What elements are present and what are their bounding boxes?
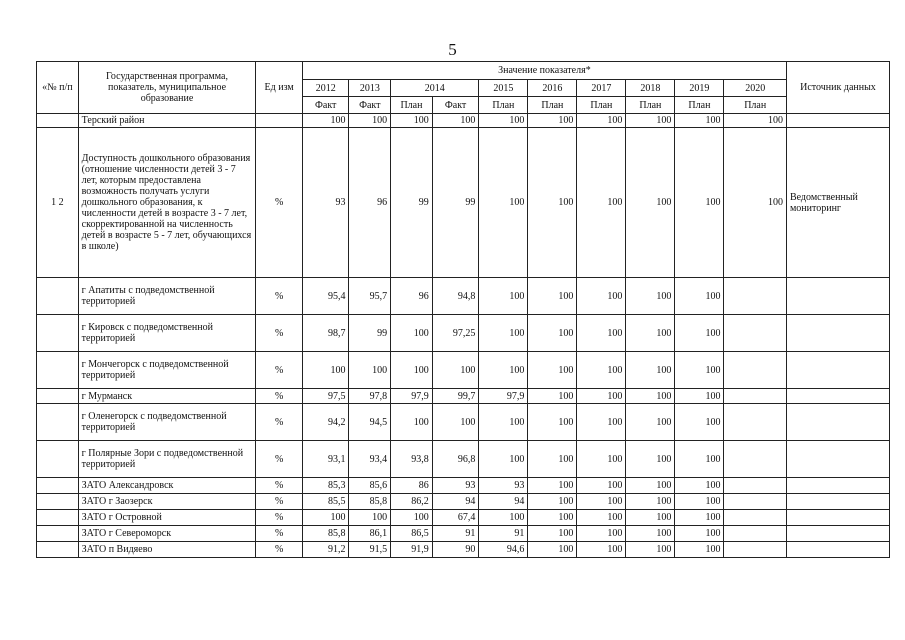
table-row [37,510,890,526]
value-cell: 86,2 [391,494,433,510]
type-cell: План [391,97,433,114]
value-cell: 100 [577,478,626,494]
value-cell: 99 [391,128,433,278]
value-cell: 96,8 [432,441,479,478]
value-cell [724,478,787,494]
value-cell: 91 [432,526,479,542]
value-cell: 100 [528,494,577,510]
value-cell: 100 [302,114,349,128]
value-cell: 100 [577,114,626,128]
value-cell: 100 [724,128,787,278]
type-cell: План [479,97,528,114]
value-cell: 100 [349,510,391,526]
value-cell: 100 [626,494,675,510]
row-unit: % [256,128,303,278]
row-num: 1 2 [37,128,79,278]
table-row [37,128,890,278]
value-cell: 100 [349,352,391,389]
table-row [37,526,890,542]
value-cell: 97,5 [302,389,349,404]
value-cell: 86,1 [349,526,391,542]
value-cell: 100 [528,478,577,494]
value-cell: 97,25 [432,315,479,352]
value-cell: 85,6 [349,478,391,494]
table-row [37,114,890,128]
type-cell: План [528,97,577,114]
value-cell: 100 [626,478,675,494]
row-source [786,278,889,315]
value-cell: 100 [528,389,577,404]
year-cell: 2018 [626,80,675,97]
header-num: «№ п/п [37,62,79,114]
value-cell [724,404,787,441]
value-cell: 100 [577,542,626,558]
row-num [37,352,79,389]
row-unit: % [256,526,303,542]
value-cell: 100 [675,352,724,389]
row-num [37,478,79,494]
value-cell: 94,6 [479,542,528,558]
value-cell: 100 [626,389,675,404]
value-cell: 85,3 [302,478,349,494]
row-source: Ведомственный мониторинг [786,128,889,278]
value-cell: 100 [528,542,577,558]
type-cell: План [675,97,724,114]
value-cell: 94,5 [349,404,391,441]
value-cell: 100 [479,352,528,389]
row-source [786,389,889,404]
row-num [37,278,79,315]
value-cell: 86,5 [391,526,433,542]
value-cell: 100 [479,441,528,478]
header-row-1 [37,62,890,80]
value-cell: 100 [391,315,433,352]
value-cell: 67,4 [432,510,479,526]
row-name: г Оленегорск с подведомственной территорией [78,404,256,441]
row-num [37,389,79,404]
value-cell: 100 [626,278,675,315]
year-cell: 2015 [479,80,528,97]
value-cell: 100 [528,526,577,542]
value-cell: 94 [479,494,528,510]
value-cell: 100 [479,128,528,278]
value-cell: 100 [528,352,577,389]
value-cell: 91,9 [391,542,433,558]
value-cell: 94 [432,494,479,510]
value-cell: 100 [391,352,433,389]
value-cell: 100 [302,510,349,526]
header-name: Государственная программа, показатель, муниципальное образование [78,62,256,114]
row-name: г Полярные Зори с подведомственной территорией [78,441,256,478]
value-cell: 100 [724,114,787,128]
value-cell: 100 [675,510,724,526]
value-cell: 96 [349,128,391,278]
row-name: ЗАТО Александровск [78,478,256,494]
value-cell: 90 [432,542,479,558]
row-num [37,404,79,441]
value-cell: 85,5 [302,494,349,510]
value-cell: 100 [479,114,528,128]
value-cell: 100 [675,542,724,558]
year-cell: 2014 [391,80,479,97]
value-cell: 100 [675,315,724,352]
year-cell: 2020 [724,80,787,97]
value-cell [724,389,787,404]
row-unit: % [256,352,303,389]
value-cell: 99 [349,315,391,352]
value-cell: 100 [626,510,675,526]
value-cell: 100 [675,278,724,315]
year-cell: 2013 [349,80,391,97]
value-cell: 94,8 [432,278,479,315]
value-cell: 97,9 [479,389,528,404]
value-cell: 93,4 [349,441,391,478]
value-cell: 100 [675,441,724,478]
type-cell: План [577,97,626,114]
row-source [786,114,889,128]
value-cell: 100 [432,404,479,441]
value-cell: 97,8 [349,389,391,404]
row-source [786,542,889,558]
value-cell: 94,2 [302,404,349,441]
value-cell: 100 [577,128,626,278]
value-cell [724,278,787,315]
row-num [37,441,79,478]
value-cell: 100 [577,389,626,404]
value-cell [724,526,787,542]
value-cell: 100 [626,128,675,278]
row-source [786,494,889,510]
value-cell: 100 [349,114,391,128]
row-num [37,526,79,542]
value-cell: 100 [626,352,675,389]
value-cell: 100 [432,114,479,128]
value-cell: 91 [479,526,528,542]
value-cell: 93 [302,128,349,278]
value-cell: 100 [479,315,528,352]
value-cell: 100 [626,526,675,542]
row-source [786,526,889,542]
value-cell: 100 [432,352,479,389]
value-cell: 100 [675,478,724,494]
value-cell: 93 [479,478,528,494]
year-cell: 2019 [675,80,724,97]
header-source: Источник данных [786,62,889,114]
row-num [37,315,79,352]
page-number: 5 [448,40,457,59]
table-row [37,278,890,315]
value-cell: 100 [391,404,433,441]
value-cell [724,494,787,510]
row-name: ЗАТО п Видяево [78,542,256,558]
value-cell: 100 [528,315,577,352]
row-unit: % [256,494,303,510]
value-cell: 100 [675,494,724,510]
year-cell: 2016 [528,80,577,97]
table-row [37,404,890,441]
value-cell: 100 [626,315,675,352]
value-cell: 100 [577,441,626,478]
row-name: ЗАТО г Североморск [78,526,256,542]
type-cell: Факт [349,97,391,114]
value-cell: 100 [391,114,433,128]
value-cell: 95,7 [349,278,391,315]
value-cell: 99,7 [432,389,479,404]
value-cell: 85,8 [302,526,349,542]
row-name: г Апатиты с подведомственной территорией [78,278,256,315]
value-cell: 100 [675,389,724,404]
value-cell: 100 [626,441,675,478]
row-unit: % [256,389,303,404]
row-name: Доступность дошкольного образования (отношение численности детей 3 - 7 лет, которым предоставлена возможность получать услуги дошкольного образования, к численности детей в возрасте 3 - 7 лет, скорректированной на численность детей в возрасте 5 - 7 лет, обучающихся в школе) [78,128,256,278]
header-values: Значение показателя* [302,62,786,80]
value-cell: 100 [528,128,577,278]
value-cell: 100 [675,404,724,441]
table-row [37,441,890,478]
table-row [37,478,890,494]
header-unit: Ед изм [256,62,303,114]
value-cell [724,352,787,389]
row-num [37,494,79,510]
value-cell: 100 [577,404,626,441]
row-source [786,315,889,352]
row-unit: % [256,278,303,315]
row-name: ЗАТО г Островной [78,510,256,526]
value-cell: 100 [528,441,577,478]
value-cell: 100 [479,510,528,526]
row-num [37,542,79,558]
value-cell: 100 [577,526,626,542]
value-cell: 100 [626,114,675,128]
value-cell [724,510,787,526]
row-unit: % [256,542,303,558]
value-cell: 97,9 [391,389,433,404]
table-row [37,494,890,510]
value-cell: 100 [577,315,626,352]
row-unit: % [256,510,303,526]
value-cell: 85,8 [349,494,391,510]
type-cell: План [724,97,787,114]
value-cell [724,315,787,352]
value-cell: 93,1 [302,441,349,478]
row-source [786,352,889,389]
row-num [37,114,79,128]
row-source [786,510,889,526]
value-cell: 100 [577,510,626,526]
year-cell: 2012 [302,80,349,97]
type-cell: Факт [432,97,479,114]
row-name: ЗАТО г Заозерск [78,494,256,510]
value-cell: 100 [528,404,577,441]
table-row [37,352,890,389]
value-cell: 93,8 [391,441,433,478]
table-row [37,315,890,352]
row-name: г Мончегорск с подведомственной территорией [78,352,256,389]
indicator-table [36,61,890,558]
value-cell: 100 [675,114,724,128]
row-unit: % [256,478,303,494]
value-cell: 100 [391,510,433,526]
value-cell: 100 [528,278,577,315]
row-name: г Мурманск [78,389,256,404]
value-cell: 100 [675,128,724,278]
value-cell: 93 [432,478,479,494]
value-cell [724,441,787,478]
value-cell: 100 [577,494,626,510]
year-cell: 2017 [577,80,626,97]
table-row [37,389,890,404]
row-unit: % [256,404,303,441]
value-cell: 96 [391,278,433,315]
row-unit [256,114,303,128]
value-cell: 91,2 [302,542,349,558]
value-cell: 100 [479,278,528,315]
row-unit: % [256,441,303,478]
type-cell: Факт [302,97,349,114]
value-cell: 99 [432,128,479,278]
row-name: г Кировск с подведомственной территорией [78,315,256,352]
row-num [37,510,79,526]
row-name: Терский район [78,114,256,128]
row-source [786,441,889,478]
value-cell: 100 [302,352,349,389]
value-cell: 100 [577,278,626,315]
type-cell: План [626,97,675,114]
row-unit: % [256,315,303,352]
value-cell: 100 [626,542,675,558]
value-cell: 91,5 [349,542,391,558]
value-cell: 100 [675,526,724,542]
row-source [786,404,889,441]
row-source [786,478,889,494]
value-cell: 98,7 [302,315,349,352]
value-cell [724,542,787,558]
value-cell: 100 [528,114,577,128]
value-cell: 100 [479,404,528,441]
value-cell: 100 [577,352,626,389]
table-row [37,542,890,558]
value-cell: 95,4 [302,278,349,315]
value-cell: 100 [528,510,577,526]
value-cell: 100 [626,404,675,441]
value-cell: 86 [391,478,433,494]
